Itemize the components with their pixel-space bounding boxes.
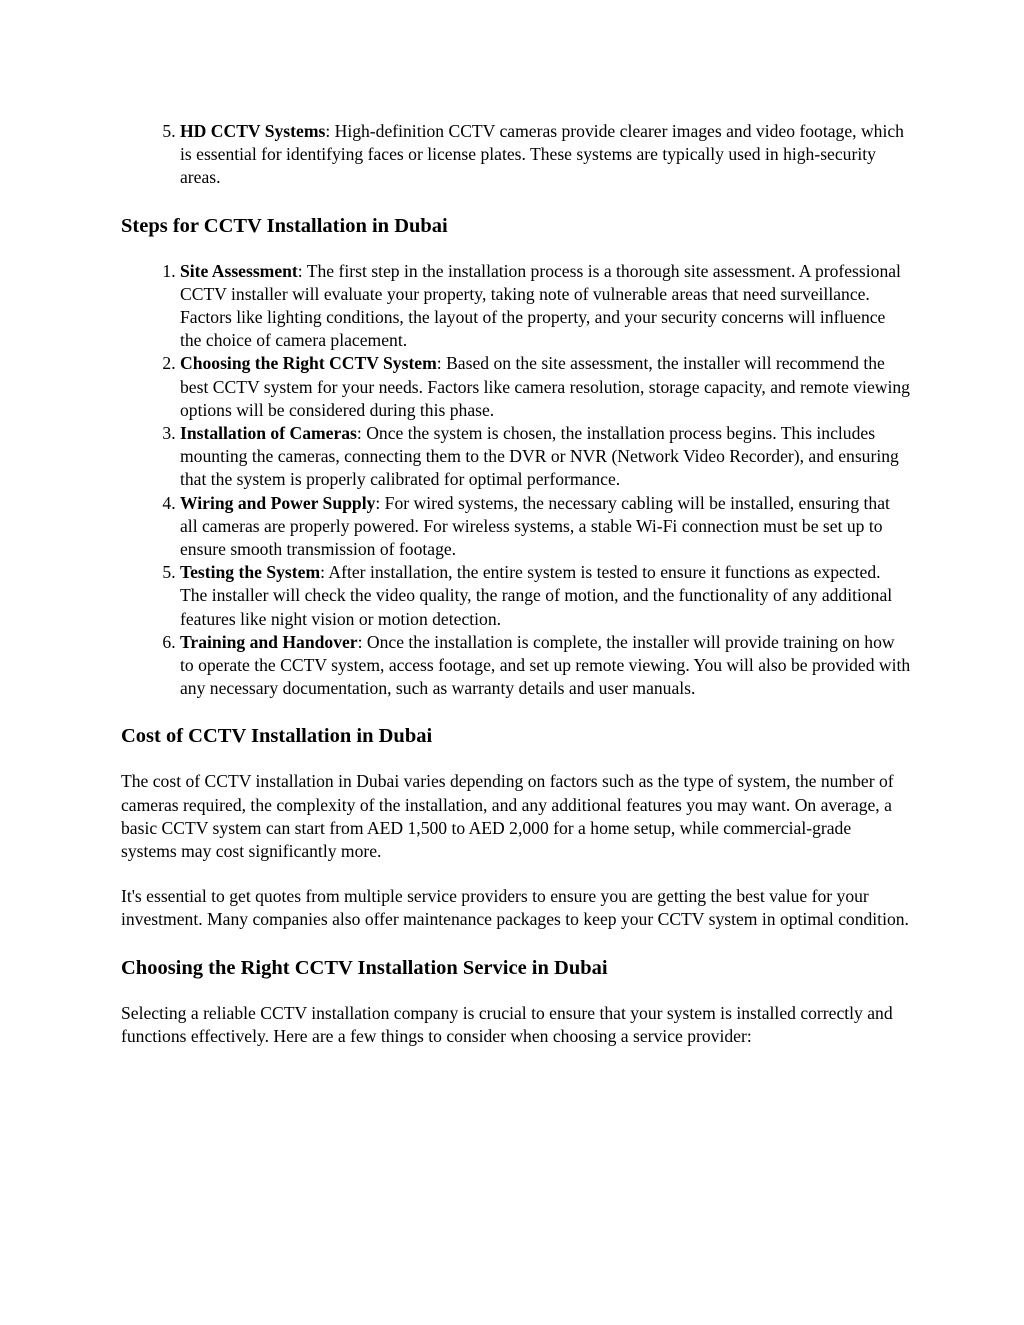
choosing-heading: Choosing the Right CCTV Installation Service in Dubai [121, 956, 608, 979]
list-item-text: : Based on the site assessment, the installer will recommend the best CCTV system for your needs. Factors like camera resolution, storage capacity, and remote viewing options will be considered during this phase. [180, 353, 910, 420]
list-item-text: : For wired systems, the necessary cabling will be installed, ensuring that all cameras are properly powered. For wireless systems, a stable Wi-Fi connection must be set up to ensure smooth transmission of footage. [180, 492, 890, 560]
list-item [180, 120, 911, 190]
list-item-title: Choosing the Right CCTV System [180, 353, 437, 374]
list-item [180, 561, 911, 631]
list-item-title: Testing the System [180, 562, 321, 583]
list-item [180, 422, 911, 492]
system-types-list [121, 120, 911, 190]
cost-paragraph: The cost of CCTV installation in Dubai varies depending on factors such as the type of system, the number of cameras required, the complexity of the installation, and any additional features you may want. On average, a basic CCTV system can start from AED 1,500 to AED 2,000 for a home setup, while commercial-grade systems may cost significantly more. [121, 771, 894, 862]
choosing-paragraph: Selecting a reliable CCTV installation company is crucial to ensure that your system is installed correctly and functions effectively. Here are a few things to consider when choosing a service provider: [121, 1002, 893, 1046]
steps-list [121, 260, 911, 701]
list-item-text: : Once the system is chosen, the installation process begins. This includes mounting the cameras, connecting them to the DVR or NVR (Network Video Recorder), and ensuring that the system is properly calibrated for optimal performance. [180, 423, 899, 490]
list-item-title: HD CCTV Systems [180, 121, 326, 141]
list-item [180, 260, 911, 353]
list-item [180, 352, 911, 422]
list-item-title: Wiring and Power Supply [180, 492, 376, 513]
list-item [180, 492, 911, 562]
list-item-title: Site Assessment [180, 260, 298, 281]
cost-heading: Cost of CCTV Installation in Dubai [121, 725, 433, 748]
list-item-text: : The first step in the installation process is a thorough site assessment. A professional CCTV installer will evaluate your property, taking note of vulnerable areas that need surveillance. Factors like lighting conditions, the layout of the property, and your security concerns will influence the choice of camera placement. [180, 260, 901, 351]
list-item-title: Training and Handover [180, 631, 358, 652]
document-page [121, 120, 911, 1048]
list-item [180, 631, 911, 701]
list-item-text: : After installation, the entire system is tested to ensure it functions as expected. The installer will check the video quality, the range of motion, and the functionality of any additional features like night vision or motion detection. [180, 562, 893, 629]
steps-heading: Steps for CCTV Installation in Dubai [121, 214, 448, 237]
list-item-text: : High-definition CCTV cameras provide clearer images and video footage, which is essential for identifying faces or license plates. These systems are typically used in high-security areas. [180, 121, 904, 188]
list-item-title: Installation of Cameras [180, 423, 357, 444]
cost-paragraph: It's essential to get quotes from multiple service providers to ensure you are getting the best value for your investment. Many companies also offer maintenance packages to keep your CCTV system in optimal condition. [121, 886, 909, 930]
list-item-text: : Once the installation is complete, the installer will provide training on how to operate the CCTV system, access footage, and set up remote viewing. You will also be provided with any necessary documentation, such as warranty details and user manuals. [180, 631, 911, 699]
